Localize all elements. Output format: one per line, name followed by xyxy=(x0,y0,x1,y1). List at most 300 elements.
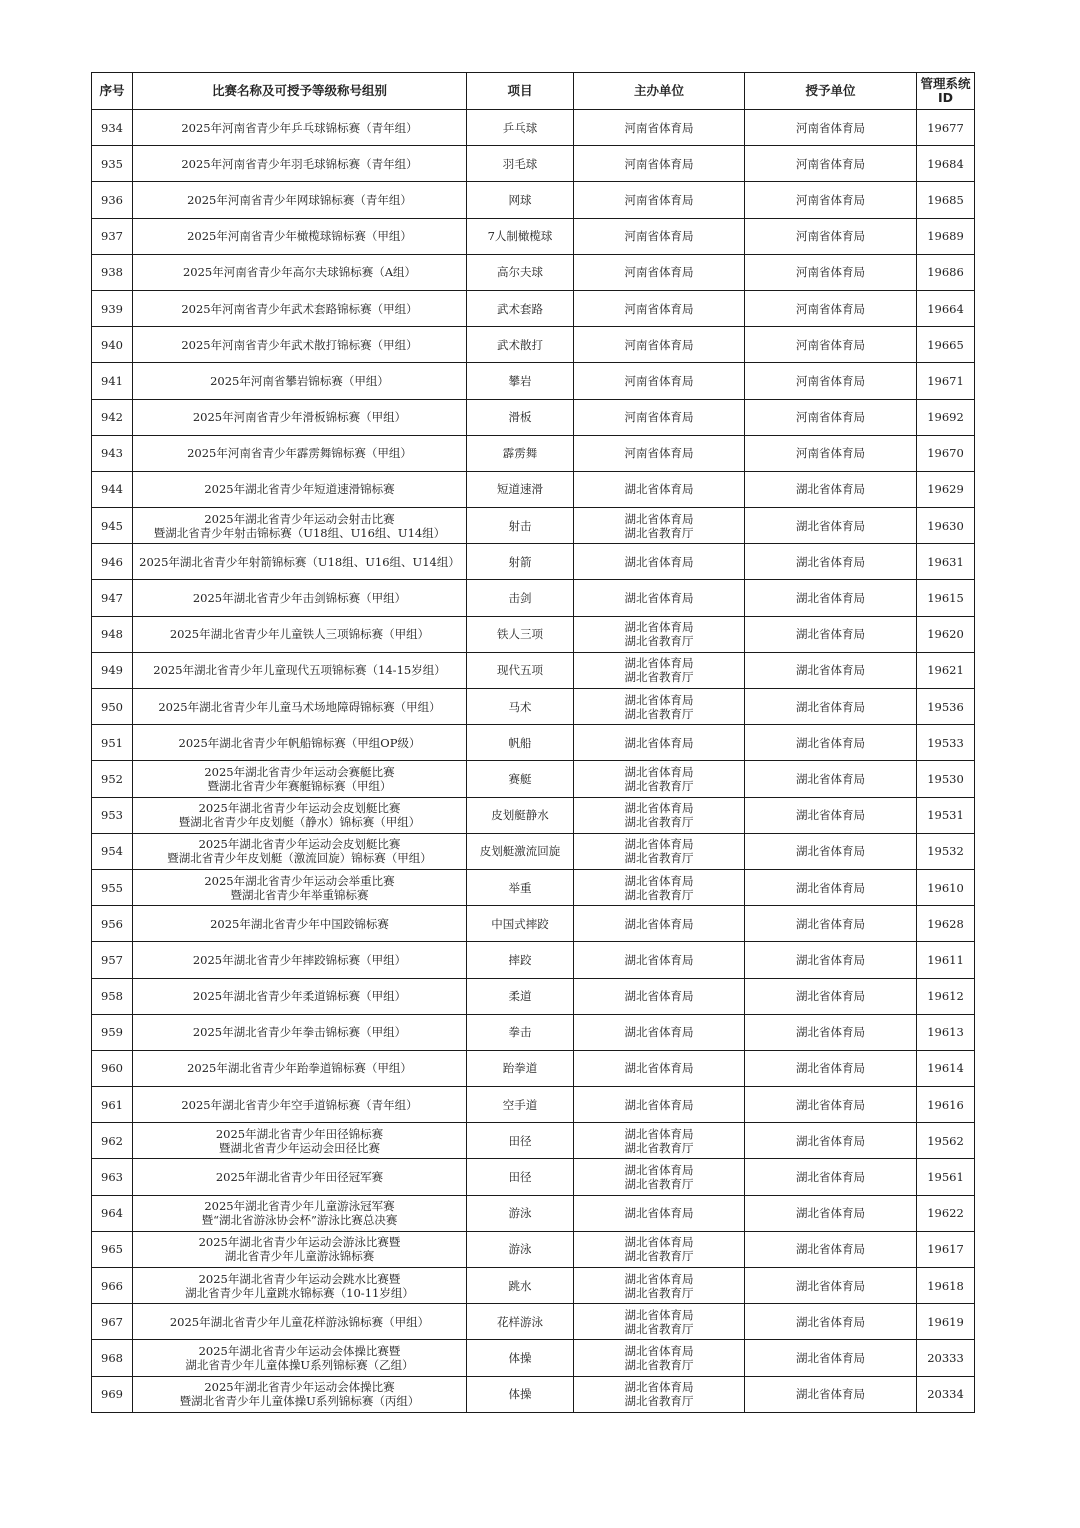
cell-name-line: 2025年湖北省青少年儿童花样游泳锦标赛（甲组） xyxy=(169,1314,430,1329)
table-row xyxy=(92,544,975,580)
table-row xyxy=(92,616,975,652)
header-system-id-line: ID xyxy=(937,90,954,105)
cell-name-line: 2025年湖北省青少年运动会皮划艇比赛 xyxy=(198,801,401,816)
cell-name-line: 湖北省青少年儿童体操U系列锦标赛（乙组） xyxy=(185,1357,414,1372)
cell-grantor: 湖北省体育局 xyxy=(745,652,917,688)
cell-host-line: 河南省体育局 xyxy=(624,192,694,207)
table-row xyxy=(92,471,975,507)
cell-host xyxy=(574,1087,745,1123)
cell-host-line: 湖北省体育局 xyxy=(624,837,694,852)
competition-table xyxy=(91,72,975,1413)
cell-host xyxy=(574,978,745,1014)
cell-name-line: 2025年湖北省青少年田径锦标赛 xyxy=(215,1126,384,1141)
cell-name-line: 2025年湖北省青少年儿童马术场地障碍锦标赛（甲组） xyxy=(158,699,441,714)
table-body xyxy=(92,110,975,1413)
cell-host-line: 湖北省体育局 xyxy=(624,916,694,931)
cell-event: 击剑 xyxy=(467,580,574,616)
cell-host-line: 湖北省教育厅 xyxy=(624,1285,694,1300)
cell-event: 柔道 xyxy=(467,978,574,1014)
cell-grantor: 湖北省体育局 xyxy=(745,1123,917,1159)
cell-seq: 957 xyxy=(92,942,133,978)
cell-host xyxy=(574,471,745,507)
cell-host xyxy=(574,1195,745,1231)
cell-host xyxy=(574,725,745,761)
cell-system-id: 19617 xyxy=(917,1231,975,1267)
cell-grantor: 湖北省体育局 xyxy=(745,1376,917,1412)
cell-name-line: 2025年湖北省青少年运动会射击比赛 xyxy=(204,511,395,526)
table-row xyxy=(92,580,975,616)
cell-name xyxy=(133,1014,467,1050)
cell-host xyxy=(574,761,745,797)
cell-name xyxy=(133,182,467,218)
cell-name-line: 暨湖北省青少年举重锦标赛 xyxy=(230,887,369,902)
cell-seq: 935 xyxy=(92,146,133,182)
cell-host xyxy=(574,1376,745,1412)
cell-name-line: 2025年湖北省青少年短道速滑锦标赛 xyxy=(204,482,395,497)
table-row xyxy=(92,761,975,797)
cell-event: 中国式摔跤 xyxy=(467,906,574,942)
cell-name-line: 2025年湖北省青少年运动会跳水比赛暨 xyxy=(198,1271,401,1286)
cell-system-id: 20334 xyxy=(917,1376,975,1412)
cell-host xyxy=(574,833,745,869)
cell-grantor: 湖北省体育局 xyxy=(745,616,917,652)
cell-seq: 953 xyxy=(92,797,133,833)
cell-seq: 967 xyxy=(92,1304,133,1340)
cell-grantor: 湖北省体育局 xyxy=(745,833,917,869)
table-row xyxy=(92,110,975,146)
cell-name xyxy=(133,942,467,978)
cell-grantor: 湖北省体育局 xyxy=(745,942,917,978)
cell-name xyxy=(133,290,467,326)
cell-seq: 942 xyxy=(92,399,133,435)
table-row xyxy=(92,1050,975,1086)
cell-event: 田径 xyxy=(467,1159,574,1195)
cell-system-id: 19616 xyxy=(917,1087,975,1123)
cell-grantor: 湖北省体育局 xyxy=(745,725,917,761)
cell-system-id: 19533 xyxy=(917,725,975,761)
cell-grantor: 湖北省体育局 xyxy=(745,544,917,580)
cell-seq: 934 xyxy=(92,110,133,146)
cell-system-id: 19630 xyxy=(917,508,975,544)
cell-host-line: 湖北省体育局 xyxy=(624,1380,694,1395)
cell-system-id: 19561 xyxy=(917,1159,975,1195)
cell-name-line: 2025年湖北省青少年击剑锦标赛（甲组） xyxy=(192,591,407,606)
cell-name xyxy=(133,1304,467,1340)
cell-name xyxy=(133,833,467,869)
cell-host-line: 湖北省教育厅 xyxy=(624,1140,694,1155)
cell-name xyxy=(133,1195,467,1231)
cell-host-line: 湖北省教育厅 xyxy=(624,1177,694,1192)
cell-host-line: 湖北省体育局 xyxy=(624,801,694,816)
cell-name xyxy=(133,254,467,290)
cell-system-id: 19612 xyxy=(917,978,975,1014)
cell-seq: 968 xyxy=(92,1340,133,1376)
cell-host-line: 湖北省教育厅 xyxy=(624,815,694,830)
cell-seq: 958 xyxy=(92,978,133,1014)
table-row xyxy=(92,327,975,363)
cell-grantor: 湖北省体育局 xyxy=(745,1159,917,1195)
cell-host-line: 湖北省教育厅 xyxy=(624,634,694,649)
cell-name-line: 2025年湖北省青少年儿童现代五项锦标赛（14-15岁组） xyxy=(153,663,446,678)
cell-name-line: 暨湖北省青少年赛艇锦标赛（甲组） xyxy=(207,778,392,793)
cell-name xyxy=(133,689,467,725)
cell-seq: 940 xyxy=(92,327,133,363)
cell-name xyxy=(133,1123,467,1159)
cell-host-line: 河南省体育局 xyxy=(624,337,694,352)
cell-grantor: 河南省体育局 xyxy=(745,327,917,363)
cell-host-line: 湖北省体育局 xyxy=(624,1163,694,1178)
cell-host-line: 湖北省体育局 xyxy=(624,1061,694,1076)
cell-system-id: 19530 xyxy=(917,761,975,797)
cell-name xyxy=(133,1050,467,1086)
cell-name-line: 2025年湖北省青少年拳击锦标赛（甲组） xyxy=(192,1025,407,1040)
cell-seq: 962 xyxy=(92,1123,133,1159)
cell-grantor: 湖北省体育局 xyxy=(745,580,917,616)
cell-host xyxy=(574,1014,745,1050)
cell-grantor: 河南省体育局 xyxy=(745,399,917,435)
cell-host-line: 湖北省体育局 xyxy=(624,873,694,888)
table-row xyxy=(92,1087,975,1123)
cell-event: 武术散打 xyxy=(467,327,574,363)
cell-system-id: 19532 xyxy=(917,833,975,869)
cell-host xyxy=(574,1304,745,1340)
cell-grantor: 河南省体育局 xyxy=(745,290,917,326)
cell-host-line: 湖北省教育厅 xyxy=(624,1249,694,1264)
cell-name-line: 2025年河南省青少年滑板锦标赛（甲组） xyxy=(192,410,407,425)
cell-name-line: 湖北省青少年儿童游泳锦标赛 xyxy=(224,1249,375,1264)
cell-name-line: 2025年河南省青少年橄榄球锦标赛（甲组） xyxy=(187,229,412,244)
cell-host xyxy=(574,254,745,290)
table-row xyxy=(92,942,975,978)
cell-name xyxy=(133,146,467,182)
cell-grantor: 河南省体育局 xyxy=(745,146,917,182)
cell-host-line: 河南省体育局 xyxy=(624,410,694,425)
cell-name-line: 2025年河南省攀岩锦标赛（甲组） xyxy=(210,373,389,388)
cell-seq: 969 xyxy=(92,1376,133,1412)
table-row xyxy=(92,1268,975,1304)
cell-host xyxy=(574,544,745,580)
cell-name xyxy=(133,508,467,544)
cell-host-line: 湖北省体育局 xyxy=(624,1126,694,1141)
cell-event: 皮划艇激流回旋 xyxy=(467,833,574,869)
cell-event: 跳水 xyxy=(467,1268,574,1304)
cell-system-id: 19620 xyxy=(917,616,975,652)
cell-seq: 936 xyxy=(92,182,133,218)
cell-event: 空手道 xyxy=(467,1087,574,1123)
cell-name-line: 2025年湖北省青少年射箭锦标赛（U18组、U16组、U14组） xyxy=(139,554,460,569)
cell-grantor: 河南省体育局 xyxy=(745,110,917,146)
cell-event: 摔跤 xyxy=(467,942,574,978)
cell-name-line: 2025年湖北省青少年运动会举重比赛 xyxy=(204,873,395,888)
cell-event: 攀岩 xyxy=(467,363,574,399)
cell-seq: 937 xyxy=(92,218,133,254)
cell-grantor: 湖北省体育局 xyxy=(745,689,917,725)
table-row xyxy=(92,1231,975,1267)
cell-seq: 938 xyxy=(92,254,133,290)
cell-system-id: 19536 xyxy=(917,689,975,725)
cell-host-line: 湖北省体育局 xyxy=(624,1235,694,1250)
cell-grantor: 湖北省体育局 xyxy=(745,1231,917,1267)
cell-host-line: 湖北省体育局 xyxy=(624,656,694,671)
table-row xyxy=(92,218,975,254)
cell-system-id: 19670 xyxy=(917,435,975,471)
cell-host xyxy=(574,1268,745,1304)
cell-system-id: 19685 xyxy=(917,182,975,218)
cell-host-line: 湖北省教育厅 xyxy=(624,1357,694,1372)
cell-event: 霹雳舞 xyxy=(467,435,574,471)
table-row xyxy=(92,797,975,833)
cell-grantor: 湖北省体育局 xyxy=(745,1014,917,1050)
cell-host xyxy=(574,218,745,254)
cell-name xyxy=(133,761,467,797)
cell-host-line: 湖北省体育局 xyxy=(624,620,694,635)
header-system-id xyxy=(917,73,975,110)
cell-grantor: 湖北省体育局 xyxy=(745,1087,917,1123)
cell-host xyxy=(574,327,745,363)
cell-name-line: 2025年湖北省青少年帆船锦标赛（甲组OP级） xyxy=(178,735,421,750)
cell-system-id: 19689 xyxy=(917,218,975,254)
cell-host-line: 湖北省体育局 xyxy=(624,952,694,967)
cell-name xyxy=(133,1087,467,1123)
table-row xyxy=(92,725,975,761)
cell-grantor: 湖北省体育局 xyxy=(745,761,917,797)
cell-system-id: 19619 xyxy=(917,1304,975,1340)
table-row xyxy=(92,1014,975,1050)
table-row xyxy=(92,435,975,471)
cell-host-line: 湖北省体育局 xyxy=(624,692,694,707)
cell-name-line: 2025年湖北省青少年运动会皮划艇比赛 xyxy=(198,837,401,852)
cell-system-id: 19622 xyxy=(917,1195,975,1231)
cell-event: 体操 xyxy=(467,1376,574,1412)
cell-system-id: 20333 xyxy=(917,1340,975,1376)
cell-host-line: 湖北省教育厅 xyxy=(624,1321,694,1336)
cell-event: 短道速滑 xyxy=(467,471,574,507)
cell-name-line: 2025年湖北省青少年运动会游泳比赛暨 xyxy=(198,1235,401,1250)
cell-system-id: 19664 xyxy=(917,290,975,326)
cell-grantor: 湖北省体育局 xyxy=(745,797,917,833)
cell-host-line: 河南省体育局 xyxy=(624,265,694,280)
cell-seq: 954 xyxy=(92,833,133,869)
cell-host-line: 河南省体育局 xyxy=(624,446,694,461)
cell-name xyxy=(133,1159,467,1195)
header-system-id-line: 管理系统 xyxy=(920,76,971,91)
cell-name xyxy=(133,652,467,688)
cell-seq: 949 xyxy=(92,652,133,688)
cell-seq: 961 xyxy=(92,1087,133,1123)
header-seq: 序号 xyxy=(92,73,133,110)
table-row xyxy=(92,290,975,326)
cell-system-id: 19629 xyxy=(917,471,975,507)
table-row xyxy=(92,1123,975,1159)
header-name: 比赛名称及可授予等级称号组别 xyxy=(133,73,467,110)
cell-grantor: 湖北省体育局 xyxy=(745,1340,917,1376)
cell-name xyxy=(133,1376,467,1412)
cell-grantor: 河南省体育局 xyxy=(745,435,917,471)
table-row xyxy=(92,182,975,218)
cell-host xyxy=(574,689,745,725)
cell-name-line: 2025年湖北省青少年运动会赛艇比赛 xyxy=(204,764,395,779)
cell-host-line: 湖北省教育厅 xyxy=(624,706,694,721)
cell-system-id: 19613 xyxy=(917,1014,975,1050)
cell-name-line: 2025年湖北省青少年摔跤锦标赛（甲组） xyxy=(192,952,407,967)
cell-system-id: 19562 xyxy=(917,1123,975,1159)
cell-grantor: 河南省体育局 xyxy=(745,218,917,254)
cell-event: 射箭 xyxy=(467,544,574,580)
cell-event: 网球 xyxy=(467,182,574,218)
table-row xyxy=(92,1304,975,1340)
cell-grantor: 河南省体育局 xyxy=(745,363,917,399)
cell-host xyxy=(574,1159,745,1195)
cell-host-line: 河南省体育局 xyxy=(624,301,694,316)
cell-name-line: 暨“湖北省游泳协会杯”游泳比赛总决赛 xyxy=(201,1213,398,1228)
cell-system-id: 19615 xyxy=(917,580,975,616)
cell-seq: 966 xyxy=(92,1268,133,1304)
cell-seq: 946 xyxy=(92,544,133,580)
cell-seq: 952 xyxy=(92,761,133,797)
cell-grantor: 湖北省体育局 xyxy=(745,1050,917,1086)
cell-host-line: 湖北省体育局 xyxy=(624,764,694,779)
cell-system-id: 19665 xyxy=(917,327,975,363)
cell-event: 羽毛球 xyxy=(467,146,574,182)
cell-name-line: 2025年湖北省青少年空手道锦标赛（青年组） xyxy=(181,1097,418,1112)
document-page xyxy=(91,72,974,1413)
cell-name xyxy=(133,797,467,833)
cell-name-line: 暨湖北省青少年射击锦标赛（U18组、U16组、U14组） xyxy=(153,525,446,540)
cell-name xyxy=(133,544,467,580)
cell-seq: 955 xyxy=(92,869,133,905)
cell-seq: 945 xyxy=(92,508,133,544)
cell-seq: 964 xyxy=(92,1195,133,1231)
cell-grantor: 河南省体育局 xyxy=(745,182,917,218)
cell-event: 游泳 xyxy=(467,1195,574,1231)
cell-host xyxy=(574,616,745,652)
cell-host xyxy=(574,508,745,544)
cell-event: 帆船 xyxy=(467,725,574,761)
cell-seq: 941 xyxy=(92,363,133,399)
cell-name xyxy=(133,471,467,507)
table-row xyxy=(92,399,975,435)
cell-host-line: 湖北省体育局 xyxy=(624,1097,694,1112)
cell-host-line: 湖北省教育厅 xyxy=(624,670,694,685)
cell-name-line: 2025年河南省青少年武术散打锦标赛（甲组） xyxy=(181,337,418,352)
cell-system-id: 19684 xyxy=(917,146,975,182)
cell-host-line: 湖北省体育局 xyxy=(624,1307,694,1322)
cell-grantor: 湖北省体育局 xyxy=(745,978,917,1014)
cell-name xyxy=(133,580,467,616)
cell-name xyxy=(133,1268,467,1304)
cell-grantor: 湖北省体育局 xyxy=(745,1304,917,1340)
cell-name xyxy=(133,616,467,652)
table-row xyxy=(92,1340,975,1376)
table-row xyxy=(92,689,975,725)
cell-system-id: 19610 xyxy=(917,869,975,905)
cell-seq: 943 xyxy=(92,435,133,471)
cell-name xyxy=(133,1340,467,1376)
table-row xyxy=(92,652,975,688)
table-row xyxy=(92,1159,975,1195)
cell-name-line: 2025年河南省青少年羽毛球锦标赛（青年组） xyxy=(181,156,418,171)
cell-host-line: 湖北省体育局 xyxy=(624,1206,694,1221)
cell-name-line: 2025年湖北省青少年跆拳道锦标赛（甲组） xyxy=(187,1061,412,1076)
cell-event: 射击 xyxy=(467,508,574,544)
cell-seq: 947 xyxy=(92,580,133,616)
cell-name-line: 2025年河南省青少年乒乓球锦标赛（青年组） xyxy=(181,120,418,135)
cell-host-line: 湖北省教育厅 xyxy=(624,778,694,793)
cell-host-line: 河南省体育局 xyxy=(624,120,694,135)
cell-system-id: 19692 xyxy=(917,399,975,435)
cell-event: 铁人三项 xyxy=(467,616,574,652)
cell-host xyxy=(574,906,745,942)
table-row xyxy=(92,146,975,182)
table-header-row xyxy=(92,73,975,110)
table-row xyxy=(92,869,975,905)
cell-event: 高尔夫球 xyxy=(467,254,574,290)
cell-system-id: 19631 xyxy=(917,544,975,580)
cell-system-id: 19611 xyxy=(917,942,975,978)
cell-event: 赛艇 xyxy=(467,761,574,797)
cell-system-id: 19531 xyxy=(917,797,975,833)
cell-name-line: 2025年湖北省青少年运动会体操比赛暨 xyxy=(198,1343,401,1358)
cell-event: 皮划艇静水 xyxy=(467,797,574,833)
cell-system-id: 19618 xyxy=(917,1268,975,1304)
cell-host xyxy=(574,110,745,146)
cell-seq: 944 xyxy=(92,471,133,507)
table-row xyxy=(92,1195,975,1231)
cell-event: 游泳 xyxy=(467,1231,574,1267)
cell-event: 举重 xyxy=(467,869,574,905)
table-row xyxy=(92,508,975,544)
cell-host-line: 湖北省教育厅 xyxy=(624,851,694,866)
cell-name xyxy=(133,906,467,942)
cell-host xyxy=(574,1340,745,1376)
cell-event: 跆拳道 xyxy=(467,1050,574,1086)
cell-host xyxy=(574,942,745,978)
cell-event: 马术 xyxy=(467,689,574,725)
cell-seq: 939 xyxy=(92,290,133,326)
table-row xyxy=(92,906,975,942)
cell-name xyxy=(133,1231,467,1267)
cell-name-line: 2025年河南省青少年霹雳舞锦标赛（甲组） xyxy=(187,446,412,461)
cell-name-line: 2025年湖北省青少年柔道锦标赛（甲组） xyxy=(192,989,407,1004)
cell-host xyxy=(574,1123,745,1159)
cell-grantor: 湖北省体育局 xyxy=(745,508,917,544)
cell-name-line: 暨湖北省青少年运动会田径比赛 xyxy=(219,1140,380,1155)
cell-host-line: 湖北省体育局 xyxy=(624,591,694,606)
cell-grantor: 湖北省体育局 xyxy=(745,471,917,507)
cell-name xyxy=(133,110,467,146)
cell-system-id: 19686 xyxy=(917,254,975,290)
cell-name-line: 2025年河南省青少年高尔夫球锦标赛（A组） xyxy=(182,265,417,280)
cell-system-id: 19614 xyxy=(917,1050,975,1086)
cell-host xyxy=(574,652,745,688)
cell-event: 体操 xyxy=(467,1340,574,1376)
cell-name-line: 2025年湖北省青少年运动会体操比赛 xyxy=(204,1380,395,1395)
cell-event: 滑板 xyxy=(467,399,574,435)
cell-name-line: 2025年湖北省青少年中国跤锦标赛 xyxy=(210,916,389,931)
cell-event: 武术套路 xyxy=(467,290,574,326)
cell-host xyxy=(574,363,745,399)
cell-seq: 951 xyxy=(92,725,133,761)
cell-seq: 959 xyxy=(92,1014,133,1050)
cell-host-line: 湖北省体育局 xyxy=(624,989,694,1004)
cell-host-line: 湖北省教育厅 xyxy=(624,1394,694,1409)
cell-event: 乒乓球 xyxy=(467,110,574,146)
cell-name xyxy=(133,363,467,399)
cell-system-id: 19677 xyxy=(917,110,975,146)
cell-host xyxy=(574,182,745,218)
cell-name xyxy=(133,978,467,1014)
cell-name xyxy=(133,327,467,363)
